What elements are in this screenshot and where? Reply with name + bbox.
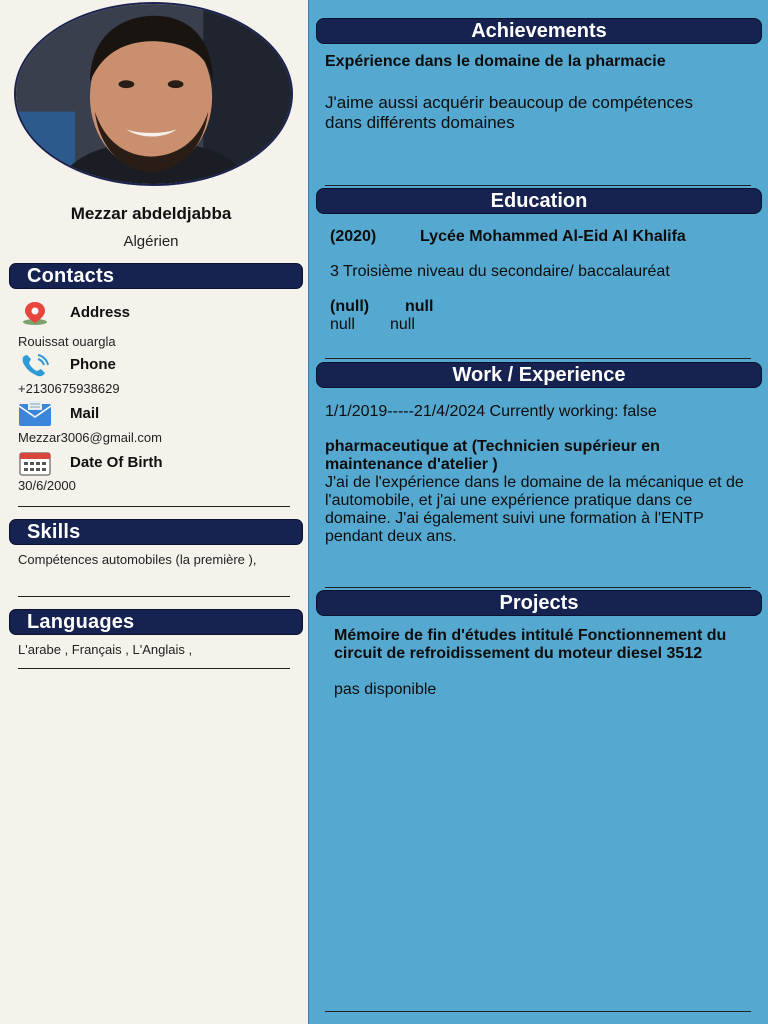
work-period: 1/1/2019-----21/4/2024 Currently working: false	[325, 403, 657, 420]
languages-text: L'arabe , Français , L'Anglais ,	[18, 642, 193, 657]
contacts-header	[9, 263, 303, 289]
languages-divider	[18, 668, 290, 669]
work-role: pharmaceutique at (Technicien supérieur en maintenance d'atelier )	[325, 438, 660, 473]
projects-body: pas disponible	[334, 681, 437, 698]
mail-value[interactable]: Mezzar3006@gmail.com	[18, 430, 162, 445]
envelope-icon	[18, 401, 52, 427]
dob-label: Date Of Birth	[70, 454, 163, 471]
phone-label: Phone	[70, 356, 116, 373]
mail-label: Mail	[70, 405, 100, 422]
address-value: Rouissat ouargla	[18, 334, 116, 349]
education-null-school: null	[405, 298, 434, 315]
education-null-year: (null)	[330, 298, 370, 315]
profile-name: Mezzar abdeldjabba	[70, 204, 232, 223]
bottom-divider	[325, 1011, 751, 1012]
achievements-divider	[325, 185, 751, 186]
education-divider	[325, 358, 751, 359]
work-header	[316, 362, 762, 388]
address-label: Address	[70, 304, 131, 321]
work-title: Work / Experience	[452, 364, 626, 386]
calendar-icon	[18, 450, 52, 476]
skills-title: Skills	[27, 521, 81, 543]
education-school: Lycée Mohammed Al-Eid Al Khalifa	[420, 228, 686, 245]
work-divider	[325, 587, 751, 588]
projects-title: Projects	[499, 592, 579, 614]
projects-header	[316, 590, 762, 616]
achievements-body: J'aime aussi acquérir beaucoup de compétences dans différents domaines	[325, 93, 694, 132]
achievements-header	[316, 18, 762, 44]
education-level: 3 Troisième niveau du secondaire/ baccalauréat	[330, 263, 670, 280]
education-null-level-a: null	[330, 316, 355, 333]
education-title: Education	[490, 190, 588, 212]
languages-header	[9, 609, 303, 635]
skills-text: Compétences automobiles (la première ),	[18, 552, 257, 567]
work-description: J'ai de l'expérience dans le domaine de la mécanique et de l'automobile, et j'ai une expérience pratique dans ce domaine. J'ai également suivi une formation à l'ENTP pendant deux ans.	[325, 474, 744, 545]
phone-value: +2130675938629	[18, 381, 120, 396]
sidebar	[0, 0, 308, 1024]
education-year: (2020)	[330, 228, 377, 245]
education-header	[316, 188, 762, 214]
projects-heading: Mémoire de fin d'études intitulé Fonctionnement du circuit de refroidissement du moteur diesel 3512	[334, 627, 727, 662]
profile-photo-image	[16, 4, 291, 184]
contacts-divider	[18, 506, 290, 507]
skills-divider	[18, 596, 290, 597]
achievements-title: Achievements	[471, 20, 607, 42]
achievements-heading: Expérience dans le domaine de la pharmacie	[325, 53, 666, 70]
contacts-title: Contacts	[27, 265, 115, 287]
skills-header	[9, 519, 303, 545]
languages-title: Languages	[27, 611, 135, 633]
map-pin-icon	[18, 300, 52, 326]
education-null-level-b: null	[390, 316, 415, 333]
dob-value: 30/6/2000	[18, 478, 76, 493]
profile-photo	[14, 2, 293, 186]
phone-icon	[18, 352, 52, 378]
profile-nationality: Algérien	[123, 233, 179, 250]
